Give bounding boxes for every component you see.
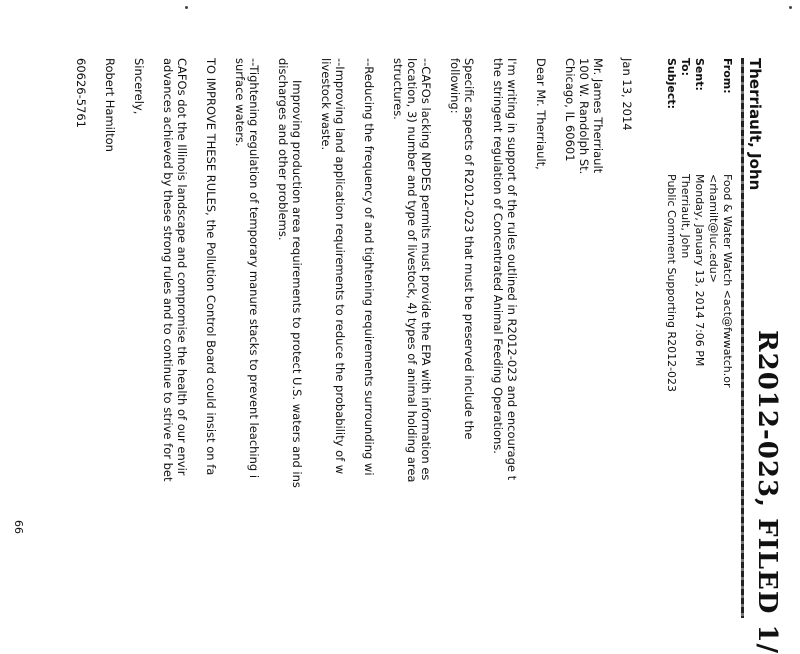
header-label: From: xyxy=(721,58,734,94)
header-value: Monday, January 13, 2014 7:06 PM xyxy=(693,174,706,367)
list-item-line: livestock waste. xyxy=(319,58,333,151)
list-item-line: --CAFOs lacking NPDES permits must provide the EPA with information es xyxy=(419,58,433,481)
list-item-line: surface waters. xyxy=(233,58,247,147)
list-item-line: discharges and other problems. xyxy=(276,58,290,241)
list-item-line: --Improving land application requirements to reduce the probability of w xyxy=(333,58,347,475)
header-label: Sent: xyxy=(693,58,706,91)
letter-date: Jan 13, 2014 xyxy=(620,58,634,131)
scan-speck xyxy=(185,6,188,9)
closing: Sincerely, xyxy=(132,58,146,115)
scan-speck xyxy=(789,6,792,9)
signer-zip: 60626-5761 xyxy=(74,58,88,128)
paragraph-line: I'm writing in support of the rules outlined in R2012-023 and encourage t xyxy=(505,58,519,481)
header-label: To: xyxy=(679,58,692,76)
salutation: Dear Mr. Therriault, xyxy=(534,58,548,170)
filing-stamp: R2012-023, FILED 1/ xyxy=(752,330,782,654)
header-value: Therriault, John xyxy=(679,174,692,259)
header-value: <rhamilt@luc.edu> xyxy=(707,174,720,283)
list-item-line: --Tightening regulation of temporary manure stacks to prevent leaching i xyxy=(247,58,261,479)
header-label: Subject: xyxy=(665,58,678,110)
header-value: Public Comment Supporting R2012-023 xyxy=(665,174,678,393)
list-item-line: --Reducing the frequency of and tightening requirements surrounding wi xyxy=(362,58,376,476)
paragraph-line: Specific aspects of R2012-023 that must be preserved include the xyxy=(462,58,476,440)
paragraph-line: CAFOs dot the Illinois landscape and compromise the health of our envir xyxy=(175,58,189,476)
header-rule xyxy=(741,58,744,618)
header-value: Food & Water Watch <act@fwwatch.or xyxy=(721,174,734,388)
list-item-line: structures. xyxy=(391,58,405,120)
paragraph-line: advances achieved by these strong rules and to continue to strive for bet xyxy=(161,58,175,482)
list-item-line: location, 3) number and type of livestock, 4) types of animal holding area xyxy=(405,58,419,483)
paragraph-line: the stringent regulation of Concentrated Animal Feeding Operations. xyxy=(491,58,505,454)
page-number: 66 xyxy=(12,520,25,534)
list-item-line: Improving production area requirements to protect U.S. waters and ins xyxy=(290,80,304,488)
address-line: Mr. James Therriault xyxy=(591,58,605,174)
paragraph-line: following: xyxy=(448,58,462,114)
paragraph-line: TO IMPROVE THESE RULES, the Pollution Control Board could insist on fa xyxy=(204,58,218,476)
signer-name: Robert Hamilton xyxy=(103,58,117,152)
address-line: 100 W. Randolph St. xyxy=(577,58,591,175)
recipient-name-heading: Therriault, John xyxy=(746,58,764,191)
address-line: Chicago, IL 60601 xyxy=(563,58,577,162)
